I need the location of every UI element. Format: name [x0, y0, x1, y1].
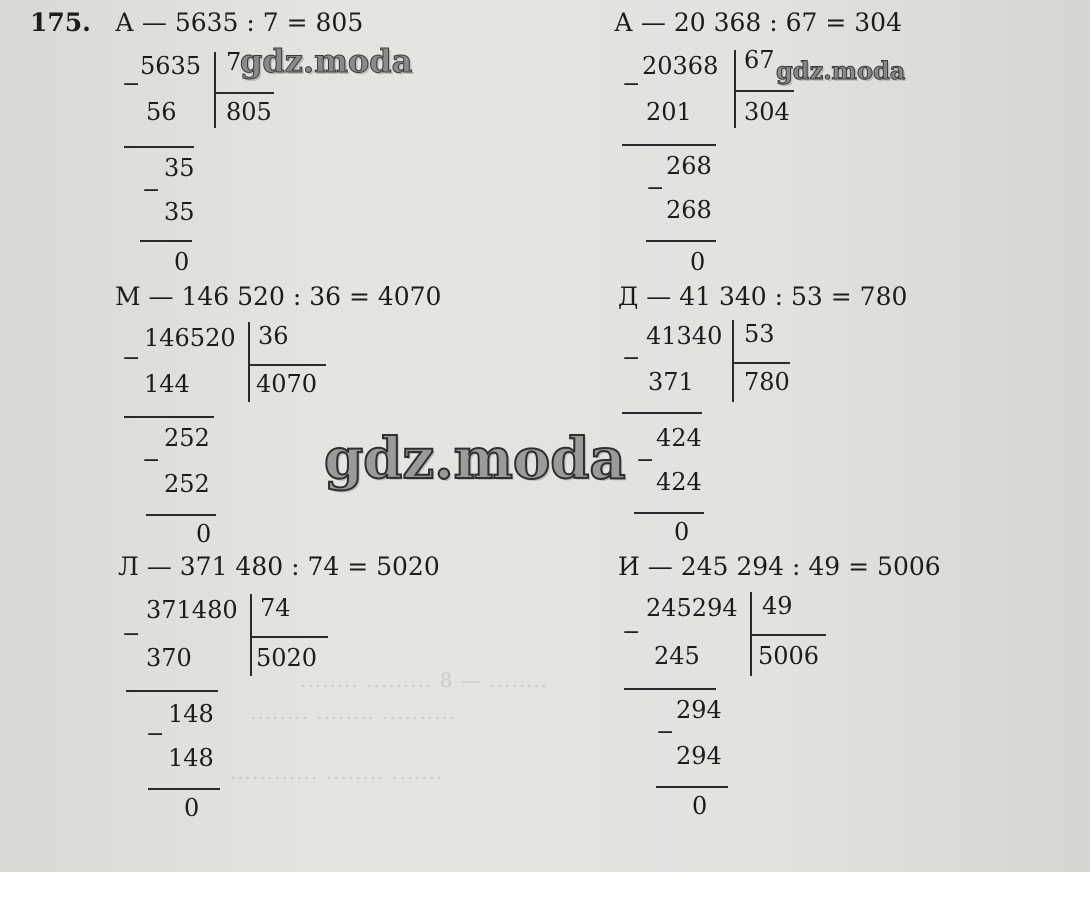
minus-sign: −: [646, 176, 665, 201]
subtrahend: 294: [676, 742, 722, 770]
minus-sign: −: [142, 448, 161, 473]
problem-heading: А — 5635 : 7 = 805: [115, 8, 364, 37]
subtrahend: 371: [648, 368, 694, 396]
quotient: 5006: [758, 642, 820, 670]
subtraction-line: [146, 514, 216, 516]
partial-remainder: 148: [168, 700, 214, 728]
quotient-line: [736, 90, 794, 92]
subtraction-line: [622, 144, 716, 146]
subtrahend: 35: [164, 198, 195, 226]
subtraction-line: [124, 146, 194, 148]
problem-heading: И — 245 294 : 49 = 5006: [618, 552, 941, 581]
minus-sign: −: [122, 346, 141, 371]
watermark-logo: gdz.moda: [776, 56, 906, 85]
quotient-line: [752, 634, 826, 636]
minus-sign: −: [142, 178, 161, 203]
divisor: 36: [258, 322, 289, 350]
quotient-line: [252, 636, 328, 638]
quotient: 805: [226, 98, 272, 126]
watermark-logo: gdz.moda: [324, 426, 626, 492]
division-bracket: [734, 50, 736, 128]
minus-sign: −: [122, 72, 141, 97]
watermark-logo: gdz.moda: [240, 42, 413, 80]
subtraction-line: [634, 512, 704, 514]
dividend: 245294: [646, 594, 738, 622]
subtrahend: 370: [146, 644, 192, 672]
bottom-margin: [0, 872, 1090, 908]
dividend: 41340: [646, 322, 723, 350]
subtraction-line: [646, 240, 716, 242]
remainder: 0: [674, 518, 690, 546]
divisor: 67: [744, 46, 775, 74]
bleed-through-text: ........ ........ ..........: [250, 700, 457, 724]
problem-heading: Л — 371 480 : 74 = 5020: [118, 552, 440, 581]
subtraction-line: [148, 788, 220, 790]
dividend: 371480: [146, 596, 238, 624]
bleed-through-text: ........ ......... 8 — ........: [300, 668, 549, 692]
problem-heading: Д — 41 340 : 53 = 780: [618, 282, 908, 311]
remainder: 0: [184, 794, 200, 822]
dividend: 146520: [144, 324, 236, 352]
exercise-number: 175.: [30, 8, 91, 37]
remainder: 0: [690, 248, 706, 276]
subtrahend: 268: [666, 196, 712, 224]
partial-remainder: 424: [656, 424, 702, 452]
partial-remainder: 252: [164, 424, 210, 452]
division-bracket: [214, 52, 216, 128]
quotient-line: [216, 92, 274, 94]
minus-sign: −: [146, 722, 165, 747]
minus-sign: −: [656, 720, 675, 745]
subtraction-line: [624, 688, 716, 690]
subtrahend: 245: [654, 642, 700, 670]
quotient: 304: [744, 98, 790, 126]
division-bracket: [250, 594, 252, 676]
minus-sign: −: [636, 448, 655, 473]
quotient: 5020: [256, 644, 318, 672]
problem-heading: А — 20 368 : 67 = 304: [614, 8, 902, 37]
subtrahend: 56: [146, 98, 177, 126]
divisor: 74: [260, 594, 291, 622]
minus-sign: −: [622, 72, 641, 97]
quotient-line: [250, 364, 326, 366]
remainder: 0: [174, 248, 190, 276]
partial-remainder: 294: [676, 696, 722, 724]
subtrahend: 201: [646, 98, 692, 126]
divisor: 7: [226, 48, 242, 76]
remainder: 0: [196, 520, 212, 548]
partial-remainder: 35: [164, 154, 195, 182]
subtraction-line: [140, 240, 192, 242]
subtrahend: 144: [144, 370, 190, 398]
bleed-through-text: ............ ........ .......: [230, 760, 444, 784]
subtrahend: 148: [168, 744, 214, 772]
divisor: 53: [744, 320, 775, 348]
remainder: 0: [692, 792, 708, 820]
quotient: 4070: [256, 370, 318, 398]
divisor: 49: [762, 592, 793, 620]
minus-sign: −: [122, 622, 141, 647]
dividend: 20368: [642, 52, 719, 80]
minus-sign: −: [622, 620, 641, 645]
problem-heading: М — 146 520 : 36 = 4070: [115, 282, 442, 311]
subtraction-line: [124, 416, 214, 418]
quotient: 780: [744, 368, 790, 396]
division-bracket: [248, 322, 250, 402]
partial-remainder: 268: [666, 152, 712, 180]
quotient-line: [734, 362, 790, 364]
division-bracket: [732, 320, 734, 402]
dividend: 5635: [140, 52, 202, 80]
subtraction-line: [126, 690, 218, 692]
subtraction-line: [656, 786, 728, 788]
subtrahend: 252: [164, 470, 210, 498]
minus-sign: −: [622, 346, 641, 371]
subtraction-line: [622, 412, 702, 414]
subtrahend: 424: [656, 468, 702, 496]
